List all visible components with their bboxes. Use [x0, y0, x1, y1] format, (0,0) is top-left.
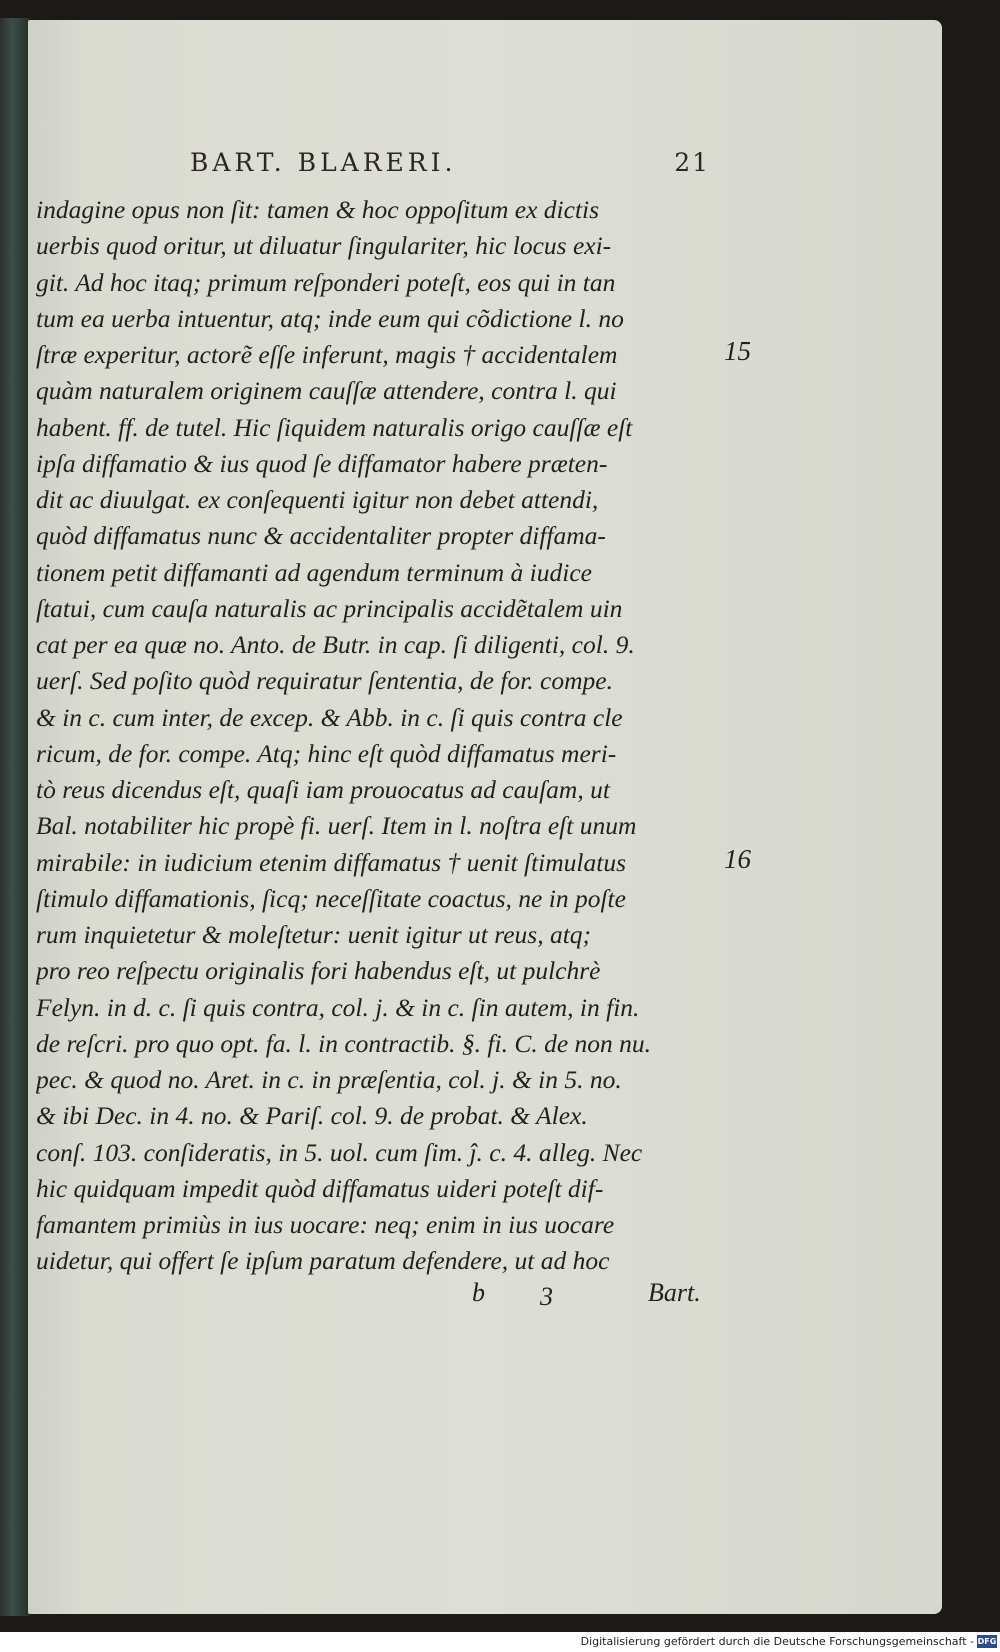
text-line: pec. & quod no. Aret. in c. in præſentia, col. j. & in 5. no.: [36, 1065, 622, 1094]
text-line: tionem petit diffamanti ad agendum terminum à iudice: [36, 557, 592, 587]
text-line: famantem primiùs in ius uocare: neq; enim in ius uocare: [36, 1210, 615, 1239]
margin-note-15: 15: [724, 336, 751, 366]
text-line: ipſa diffamatio & ius quod ſe diffamator habere præten-: [36, 448, 608, 478]
text-line: & ibi Dec. in 4. no. & Pariſ. col. 9. de probat. & Alex.: [36, 1101, 588, 1131]
text-line: ſtræ experitur, actorẽ eſſe inferunt, magis † accidentalem: [36, 340, 618, 369]
page-number: 21: [674, 148, 710, 177]
book-edge: [0, 18, 30, 1616]
text-line: & in c. cum inter, de excep. & Abb. in c. ſi quis contra cle: [36, 702, 623, 732]
text-line: habent. ff. de tutel. Hic ſiquidem naturalis origo cauſſæ eſt: [36, 412, 633, 442]
running-title: BART. BLARERI.: [190, 148, 457, 177]
text-line: ſtimulo diffamationis, ſicq; neceſſitate coactus, ne in poſte: [36, 883, 626, 913]
text-line: hic quidquam impedit quòd diffamatus uideri poteſt dif-: [36, 1173, 604, 1203]
dfg-logo-icon: DFG: [977, 1637, 997, 1646]
text-line: mirabile: in iudicium etenim diffamatus † uenit ſtimulatus: [36, 847, 626, 877]
text-line: de reſcri. pro quo opt. fa. l. in contractib. §. fi. C. de non nu.: [36, 1028, 652, 1058]
page-footer: [460, 1278, 720, 1314]
text-line: uerbis quod oritur, ut diluatur ſingulariter, hic locus exi-: [36, 231, 612, 261]
text-line: cat per ea quæ no. Anto. de Butr. in cap. ſi diligenti, col. 9.: [36, 630, 635, 659]
text-line: rum inquietetur & moleſtetur: uenit igitur ut reus, atq;: [36, 920, 592, 949]
text-line: tum ea uerba intuentur, atq; inde eum qui cõdictione l. no: [36, 303, 624, 333]
text-line: ricum, de for. compe. Atq; hinc eſt quòd diffamatus meri-: [36, 738, 617, 768]
text-line: quàm naturalem originem cauſſæ attendere, contra l. qui: [36, 376, 617, 406]
credit-bar: [0, 1632, 1000, 1652]
text-line: Bal. notabiliter hic propè fi. uerſ. Item in l. noſtra eſt unum: [36, 811, 637, 841]
text-line: conſ. 103. conſideratis, in 5. uol. cum ſim. ĵ. c. 4. alleg. Nec: [36, 1137, 643, 1167]
signature-letter: b: [472, 1278, 485, 1307]
catchword: Bart.: [648, 1278, 701, 1307]
text-line: uidetur, qui offert ſe ipſum paratum defendere, ut ad hoc: [36, 1246, 610, 1276]
text-line: indagine opus non ſit: tamen & hoc oppoſitum ex dictis: [36, 195, 600, 224]
text-line: quòd diffamatus nunc & accidentaliter propter diffama-: [36, 521, 606, 551]
text-line: ſtatui, cum cauſa naturalis ac principalis accidẽtalem uin: [36, 593, 623, 623]
margin-note-16: 16: [724, 844, 751, 874]
body-text: [36, 192, 716, 1280]
text-line: uerſ. Sed poſito quòd requiratur ſententia, de for. compe.: [36, 666, 613, 696]
credit-text: Digitalisierung gefördert durch die Deutsche Forschungsgemeinschaft -: [580, 1635, 974, 1648]
text-line: Felyn. in d. c. ſi quis contra, col. j. & in c. ſin autem, in fin.: [36, 992, 640, 1022]
signature-number: 3: [540, 1282, 553, 1311]
text-line: dit ac diuulgat. ex conſequenti igitur non debet attendi,: [36, 485, 599, 514]
text-line: tò reus dicendus eſt, quaſi iam prouocatus ad cauſam, ut: [36, 775, 610, 804]
text-line: git. Ad hoc itaq; primum reſponderi poteſt, eos qui in tan: [36, 267, 616, 297]
page-header: [190, 146, 710, 186]
text-line: pro reo reſpectu originalis fori habendus eſt, ut pulchrè: [36, 956, 601, 986]
